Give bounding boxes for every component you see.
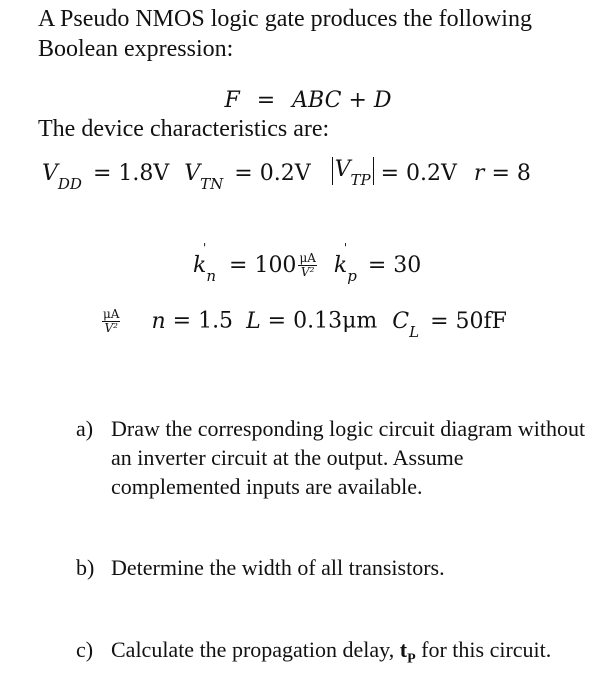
n-symbol: n xyxy=(151,308,166,334)
row3-unit-fraction xyxy=(102,308,120,335)
kp-prime-mark: ' xyxy=(343,240,348,255)
row3-unit-denominator: V² xyxy=(104,321,118,335)
row3-unit-numerator: μA xyxy=(103,307,120,321)
params-row-2 xyxy=(193,240,422,285)
vtp-absolute-value xyxy=(332,157,374,189)
vtp-value: = 0.2V xyxy=(380,161,457,186)
question-b xyxy=(76,553,596,582)
n-value: = 1.5 xyxy=(172,308,234,334)
r-value: = 8 xyxy=(491,161,531,186)
kn-value: = 100 xyxy=(229,252,297,278)
l-value: = 0.13μm xyxy=(267,308,378,334)
vtn-symbol: V xyxy=(184,161,201,186)
intro-line-1: A Pseudo NMOS logic gate produces the following xyxy=(38,6,532,32)
equation-lhs: F xyxy=(224,88,240,113)
question-b-label: b) xyxy=(76,555,95,580)
intro-paragraph xyxy=(38,4,532,64)
kn-prime-mark: ' xyxy=(203,240,207,255)
vtn-value: = 0.2V xyxy=(234,161,311,186)
kp-symbol: k xyxy=(333,252,348,278)
cl-subscript: L xyxy=(409,322,420,341)
equation-rhs: ABC + D xyxy=(292,88,392,113)
kp-subscript: p xyxy=(347,266,357,285)
params-row-1 xyxy=(42,157,531,193)
question-c xyxy=(76,635,596,673)
question-c-tp-letter: t xyxy=(399,637,408,662)
kn-subscript: n xyxy=(206,266,217,285)
question-a-label: a) xyxy=(76,416,94,441)
question-c-text xyxy=(111,635,596,673)
question-a-text: Draw the corresponding logic circuit diagram without an inverter circuit at the output. Assume complemented inputs are available. xyxy=(111,416,586,499)
vdd-value: = 1.8V xyxy=(92,161,170,186)
boolean-equation xyxy=(0,88,616,113)
kn-symbol: k xyxy=(193,252,207,278)
vdd-subscript: DD xyxy=(57,175,82,193)
vtp-subscript: TP xyxy=(350,171,371,189)
question-c-tp-symbol xyxy=(399,637,416,667)
intro-line-2: Boolean expression: xyxy=(38,36,234,62)
question-c-text-prefix: Calculate the propagation delay, xyxy=(111,637,400,662)
vdd-symbol: V xyxy=(42,161,58,186)
params-row-3 xyxy=(100,307,507,341)
vtp-symbol: V xyxy=(334,157,351,182)
question-b-text: Determine the width of all transistors. xyxy=(111,555,445,580)
question-c-text-suffix: for this circuit. xyxy=(415,637,552,662)
question-c-label: c) xyxy=(76,637,94,662)
l-symbol: L xyxy=(246,308,261,334)
equation-equals: = xyxy=(256,88,276,113)
cl-symbol: C xyxy=(392,308,410,334)
cl-value: = 50fF xyxy=(430,308,507,334)
kn-unit-fraction xyxy=(298,252,316,279)
kn-unit-numerator: μA xyxy=(299,251,316,265)
r-symbol: r xyxy=(473,161,485,186)
characteristics-heading: The device characteristics are: xyxy=(38,116,330,142)
question-a xyxy=(76,414,596,501)
kn-unit-denominator: V² xyxy=(300,265,315,279)
vtn-subscript: TN xyxy=(200,175,224,193)
question-c-tp-subscript: P xyxy=(407,651,416,667)
kp-value: = 30 xyxy=(367,252,422,278)
